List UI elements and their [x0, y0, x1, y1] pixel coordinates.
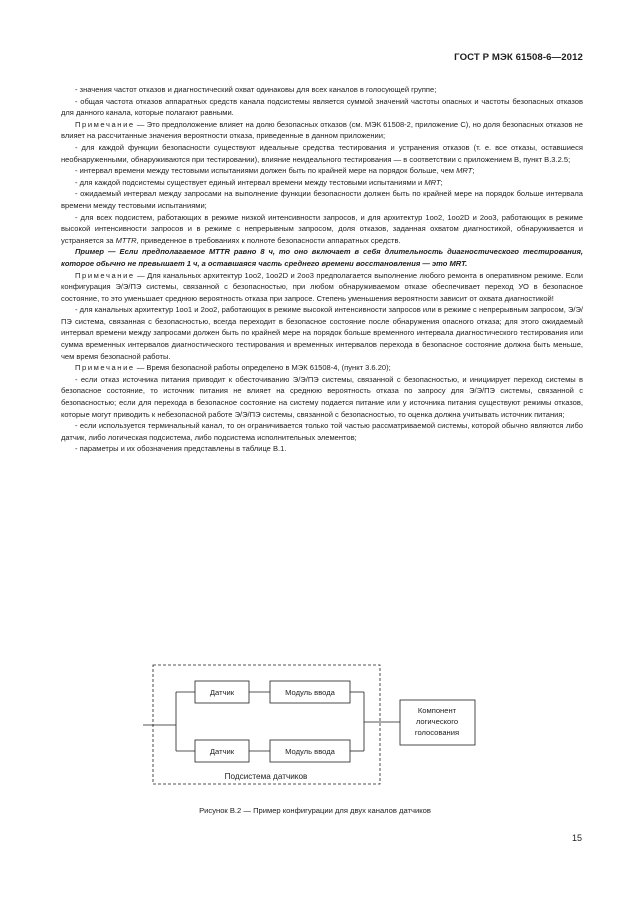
list-item-end: , приведенное в требованиях к полноте безопасности аппаратных средств.: [136, 235, 401, 245]
list-item: - если отказ источника питания приводит к обесточиванию Э/Э/ПЭ системы, связанной с безопасностью, и инициирует переход системы в безопасное состояние, то источник питания не влияет на среднюю вероятность отказа по запросу для Э/Э/ПЭ системы, связанной с безопасностью; если для перехода в безопасное состояние на систему подается питание или у источника питания существуют режимы отказов, которые могут приводить к небезопасной работе Э/Э/ПЭ системы, связанной с безопасностью, то оценка должна учитывать источник питания;: [61, 374, 583, 419]
list-item: - параметры и их обозначения представлены в таблице B.1.: [75, 444, 287, 454]
note-paragraph: [61, 270, 583, 305]
sensor-label: Датчик: [209, 688, 235, 697]
list-item: - ожидаемый интервал между запросами на выполнение функции безопасности должен быть по крайней мере на порядок больше интервала времени между тестовыми испытаниями;: [61, 189, 583, 210]
input-module-label: Модуль ввода: [285, 747, 335, 756]
list-item: - для каждой функции безопасности существуют идеальные средства тестирования и устранения отказов (т. е. все отказы, оставшиеся необнаруженными, обнаруживаются при тестировании), влияние неидеального тестирования — в соответствии с приложением B, пункт B.3.2.5;: [61, 142, 583, 164]
body-text: [61, 84, 583, 455]
mrt-term: MRT: [424, 177, 441, 187]
mrt-term: MRT: [456, 166, 473, 176]
example-paragraph: Пример — Если предполагаемое MTTR равно 8 ч, то оно включает в себя длительность диагностического тестирования, которое обычно не превышает 1 ч, а оставшаяся часть среднего времени восстановления — это MRT.: [61, 247, 583, 268]
note-label: Примечание: [75, 363, 135, 373]
list-item: [61, 212, 583, 247]
note-label: Примечание: [75, 119, 135, 129]
note-text: — Это предположение влияет на долю безопасных отказов (см. МЭК 61508-2, приложение C), но доля безопасных отказов не влияет на рассчитанные значения вероятности отказа, приведенные в данном приложении;: [61, 119, 583, 141]
list-item: - если используется терминальный канал, то он ограничивается только той частью рассматриваемой системы, которой обычно являются либо датчик, либо логическая подсистема, либо подсистема исполнительных элементов;: [61, 421, 583, 442]
list-item-text: - интервал времени между тестовыми испытаниями должен быть по крайней мере на порядок больше, чем: [75, 166, 457, 176]
sensor-diagram: [140, 656, 480, 796]
page-number: 15: [571, 833, 582, 843]
standard-header: ГОСТ Р МЭК 61508-6—2012: [454, 52, 583, 63]
list-item-end: ;: [472, 166, 475, 176]
sensor-label: Датчик: [209, 747, 235, 756]
note-label: Примечание: [75, 270, 135, 280]
note-text: — Время безопасной работы определено в МЭК 61508-4, (пункт 3.6.20);: [134, 363, 391, 373]
voting-label: Компонент: [417, 706, 457, 715]
voting-label: голосования: [414, 728, 460, 737]
list-item-text: - для каждой подсистемы существует единый интервал времени между тестовыми испытаниями и: [75, 177, 425, 187]
figure-caption: Рисунок B.2 — Пример конфигурации для двух каналов датчиков: [199, 806, 431, 815]
note-text: — Для канальных архитектур 1oo2, 1oo2D и 2oo3 предполагается выполнение любого ремонта в оперативном режиме. Если конфигурация Э/Э/ПЭ системы, связанной с безопасностью, при любом обнаруживаемом отказе обеспечивает переход УО в безопасное состояние, то это уменьшает среднюю вероятность отказа при запросе. Степень уменьшения вероятности зависит от охвата диагностикой!: [61, 270, 583, 303]
list-item-text: - для всех подсистем, работающих в режиме низкой интенсивности запросов, и для архитектур 1oo2, 1oo2D и 2oo3, работающих в режиме высокой интенсивности запросов и в режиме с непрерывным запросом, доля отказов, заданная охватом диагностикой, обнаруживается и устраняется за: [61, 212, 583, 245]
list-item: - значения частот отказов и диагностический охват одинаковы для всех каналов в голосующей группе;: [75, 85, 437, 94]
subsystem-boundary: [153, 665, 380, 784]
note-paragraph: [61, 119, 583, 142]
list-item: - общая частота отказов аппаратных средств канала подсистемы является суммой значений частоты опасных и частоты безопасных отказов для данного канала, которые полагают равными.: [61, 96, 583, 118]
list-item: - для канальных архитектур 1oo1 и 2oo2, работающих в режиме высокой интенсивности запросов или в режиме с непрерывным запросом, Э/Э/ПЭ система, связанная с безопасностью, всегда переходит в безопасное состояние после обнаружения опасного отказа; для этого ожидаемый интервал времени между запросами должен быть по крайней мере на порядок больше временного интервала диагностического тестирования или сумма временных интервалов диагностического тестирования и временных интервалов перехода в безопасное состояние должна быть меньше, чем время безопасной работы.: [61, 305, 583, 361]
mttr-term: MTTR: [115, 235, 137, 245]
list-item: [61, 177, 583, 189]
list-item: [61, 165, 583, 177]
list-item-end: ;: [440, 177, 443, 187]
voting-label: логического: [415, 717, 459, 726]
subsystem-label: Подсистема датчиков: [224, 772, 308, 781]
note-paragraph: [61, 362, 583, 374]
input-module-label: Модуль ввода: [285, 688, 335, 697]
